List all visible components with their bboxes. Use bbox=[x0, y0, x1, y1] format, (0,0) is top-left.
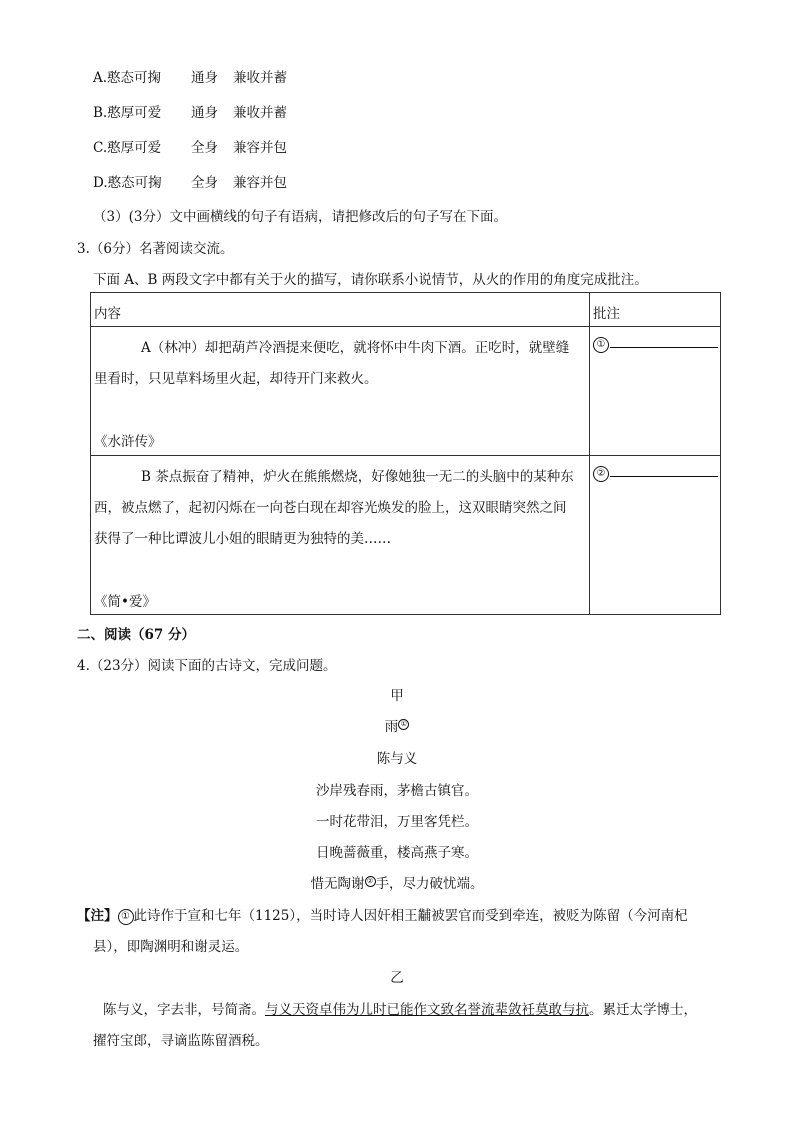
row-b-line2: 西，被点燃了，起初闪烁在一向苍白现在却容光焕发的脸上，这双眼睛突然之间 bbox=[94, 500, 567, 516]
option-c-word2: 兼容并包 bbox=[233, 140, 287, 156]
question-3-title: 3.（6分）名著阅读交流。 bbox=[77, 241, 234, 257]
row-b-line3: 获得了一种比谭波儿小姐的眼睛更为独特的美…… bbox=[94, 531, 391, 547]
table-row-a-note[interactable] bbox=[590, 327, 721, 456]
table-row-a-content bbox=[91, 327, 590, 456]
row-b-source: 《简•爱》 bbox=[94, 594, 156, 610]
row-b-line1: B 茶点振奋了精神，炉火在熊熊燃烧，好像她独一无二的头脑中的某种东 bbox=[141, 469, 574, 485]
option-b-word1: 通身 bbox=[191, 105, 218, 121]
row-a-line2: 里看时，只见草料场里火起，却待开门来救火。 bbox=[94, 371, 378, 387]
footnote-mark-2: ② bbox=[365, 876, 376, 887]
row-a-source: 《水浒传》 bbox=[94, 434, 162, 450]
prose-line1-post: 。累迁太学博士， bbox=[589, 1002, 697, 1018]
circled-number-1: ① bbox=[593, 337, 609, 353]
option-c bbox=[93, 136, 287, 156]
prose-line1 bbox=[103, 998, 697, 1018]
answer-blank-2[interactable] bbox=[610, 464, 718, 477]
prose-label: 乙 bbox=[390, 970, 404, 986]
option-c-word1: 全身 bbox=[191, 140, 218, 156]
section-2-heading: 二、阅读（67 分） bbox=[77, 627, 195, 643]
option-d-word2: 兼容并包 bbox=[233, 175, 287, 191]
poem-line-1: 沙岸残春雨，茅檐古镇官。 bbox=[316, 783, 478, 799]
poem-note bbox=[77, 904, 688, 925]
option-a bbox=[93, 66, 287, 86]
note-label: 【注】 bbox=[77, 908, 118, 924]
poem-title-text: 雨 bbox=[384, 719, 399, 735]
table-row-b-content bbox=[91, 456, 590, 615]
poem-line-2: 一时花带泪，万里客凭栏。 bbox=[316, 814, 478, 830]
question-3-instruction: 下面 A、B 两段文字中都有关于火的描写，请你联系小说情节，从火的作用的角度完成批注。 bbox=[93, 272, 648, 288]
option-b-word2: 兼收并蓄 bbox=[233, 105, 287, 121]
poem-line-4 bbox=[0, 872, 794, 892]
poem-line-4-post: 手，尽力破忧端。 bbox=[375, 876, 484, 892]
question-3-sub: （3）(3分）文中画横线的句子有语病，请把修改后的句子写在下面。 bbox=[93, 209, 507, 225]
option-b-text: B.憨厚可爱 bbox=[93, 105, 162, 121]
option-a-word2: 兼收并蓄 bbox=[233, 70, 287, 86]
question-4-title: 4.（23分）阅读下面的古诗文，完成问题。 bbox=[77, 658, 337, 674]
table-header-note bbox=[590, 293, 721, 327]
footnote-mark-1: ① bbox=[398, 719, 409, 730]
circled-number-2: ② bbox=[593, 466, 609, 482]
poem-line-3: 日晚蔷薇重，楼高燕子寒。 bbox=[316, 845, 478, 861]
row-a-line1: A（林冲）却把葫芦冷酒提来便吃，就将怀中牛肉下酒。正吃时，就壁缝 bbox=[141, 340, 570, 356]
option-d-word1: 全身 bbox=[191, 175, 218, 191]
option-a-word1: 通身 bbox=[191, 70, 218, 86]
header-content-label: 内容 bbox=[94, 306, 121, 322]
option-d bbox=[93, 171, 287, 191]
answer-slot-2[interactable] bbox=[593, 464, 718, 482]
answer-blank-1[interactable] bbox=[610, 335, 718, 348]
poem-label: 甲 bbox=[390, 688, 404, 704]
annotation-table bbox=[90, 292, 721, 615]
option-c-text: C.憨厚可爱 bbox=[93, 140, 162, 156]
note-line1: 此诗作于宣和七年（1125），当时诗人因奸相王黼被罢官而受到牵连，被贬为陈留（今河南杞 bbox=[133, 908, 688, 924]
option-b bbox=[93, 101, 287, 121]
poem-title bbox=[0, 715, 794, 735]
answer-slot-1[interactable] bbox=[593, 335, 718, 353]
prose-line1-pre: 陈与义，字去非，号简斋。 bbox=[103, 1002, 265, 1018]
option-d-text: D.憨态可掬 bbox=[93, 175, 162, 191]
underlined-sentence: 与义天资卓伟为儿时已能作文致名誉流辈敛衽莫敢与抗 bbox=[265, 1002, 589, 1018]
table-header-content bbox=[91, 293, 590, 327]
poem-line-4-pre: 惜无陶谢 bbox=[310, 876, 365, 892]
poem-author: 陈与义 bbox=[376, 751, 418, 767]
note-line2: 县），即陶渊明和谢灵运。 bbox=[93, 939, 249, 955]
note-mark: ① bbox=[118, 909, 134, 925]
option-a-text: A.憨态可掬 bbox=[93, 70, 162, 86]
header-note-label: 批注 bbox=[593, 306, 620, 322]
table-row-b-note[interactable] bbox=[590, 456, 721, 615]
prose-line2: 擢符宝郎，寻谪监陈留酒税。 bbox=[93, 1033, 269, 1049]
